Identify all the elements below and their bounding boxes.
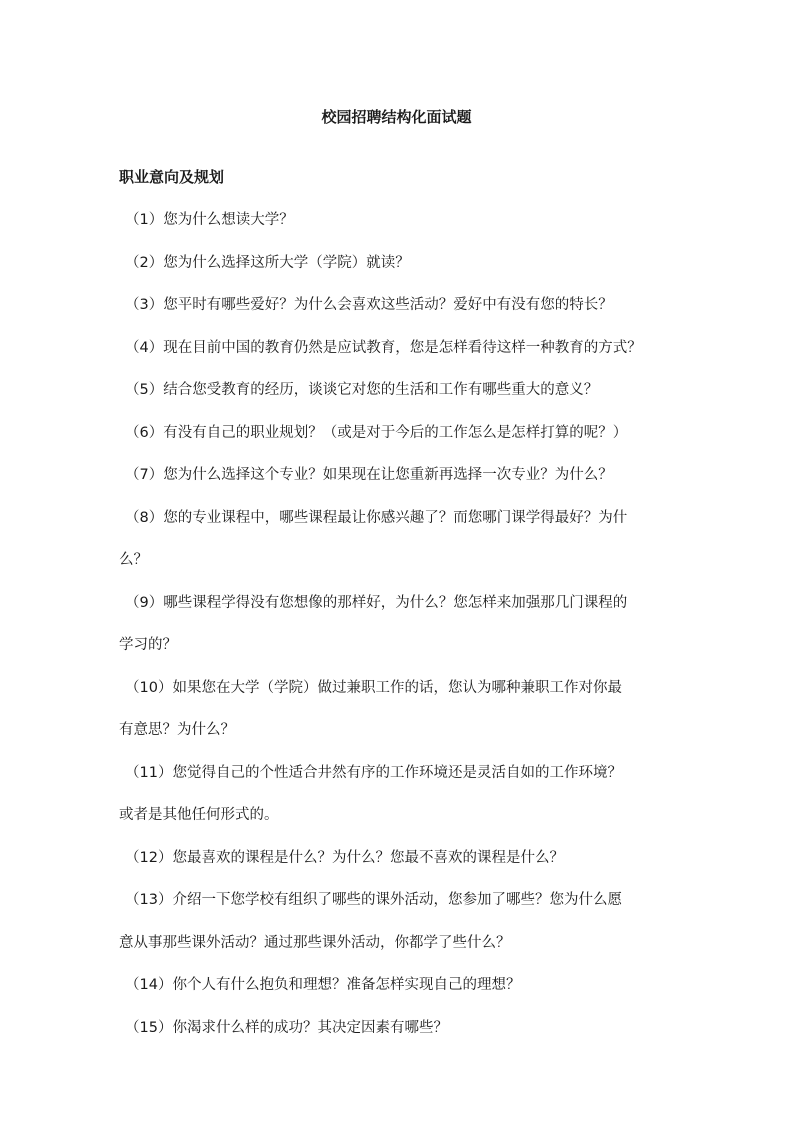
question-item: （8）您的专业课程中，哪些课程最让你感兴趣了？而您哪门课学得最好？为什 bbox=[125, 509, 628, 526]
question-item: （5）结合您受教育的经历，谈谈它对您的生活和工作有哪些重大的意义？ bbox=[125, 382, 599, 398]
question-item: （1）您为什么想读大学？ bbox=[125, 212, 294, 228]
document-title: 校园招聘结构化面试题 bbox=[321, 108, 472, 126]
question-item: （7）您为什么选择这个专业？如果现在让您重新再选择一次专业？为什么？ bbox=[125, 467, 613, 483]
question-item: （13）介绍一下您学校有组织了哪些的课外活动，您参加了哪些？您为什么愿 bbox=[125, 892, 622, 908]
question-item: （6）有没有自己的职业规划？（或是对于今后的工作怎么是怎样打算的呢？） bbox=[125, 424, 628, 441]
question-item: （2）您为什么选择这所大学（学院）就读？ bbox=[125, 254, 410, 271]
section-heading: 职业意向及规划 bbox=[119, 168, 225, 186]
question-item: （10）如果您在大学（学院）做过兼职工作的话，您认为哪种兼职工作对你最 bbox=[125, 679, 622, 696]
question-item-continuation: 学习的？ bbox=[119, 637, 177, 653]
question-list bbox=[119, 199, 681, 1049]
question-item: （14）你个人有什么抱负和理想？准备怎样实现自己的理想？ bbox=[125, 977, 521, 993]
question-item: （11）您觉得自己的个性适合井然有序的工作环境还是灵活自如的工作环境？ bbox=[125, 764, 622, 781]
question-item: （9）哪些课程学得没有您想像的那样好，为什么？您怎样来加强那几门课程的 bbox=[125, 594, 628, 611]
question-item-continuation: 或者是其他任何形式的。 bbox=[119, 807, 279, 823]
question-item: （15）你渴求什么样的成功？其决定因素有哪些？ bbox=[125, 1019, 448, 1036]
question-item-continuation: 么？ bbox=[119, 552, 148, 568]
question-item: （12）您最喜欢的课程是什么？为什么？您最不喜欢的课程是什么？ bbox=[125, 849, 564, 866]
question-item-continuation: 意从事那些课外活动？通过那些课外活动，你都学了些什么？ bbox=[119, 934, 511, 951]
question-item-continuation: 有意思？为什么？ bbox=[119, 722, 235, 738]
question-item: （3）您平时有哪些爱好？为什么会喜欢这些活动？爱好中有没有您的特长？ bbox=[125, 297, 613, 313]
question-item: （4）现在目前中国的教育仍然是应试教育，您是怎样看待这样一种教育的方式？ bbox=[125, 339, 642, 356]
